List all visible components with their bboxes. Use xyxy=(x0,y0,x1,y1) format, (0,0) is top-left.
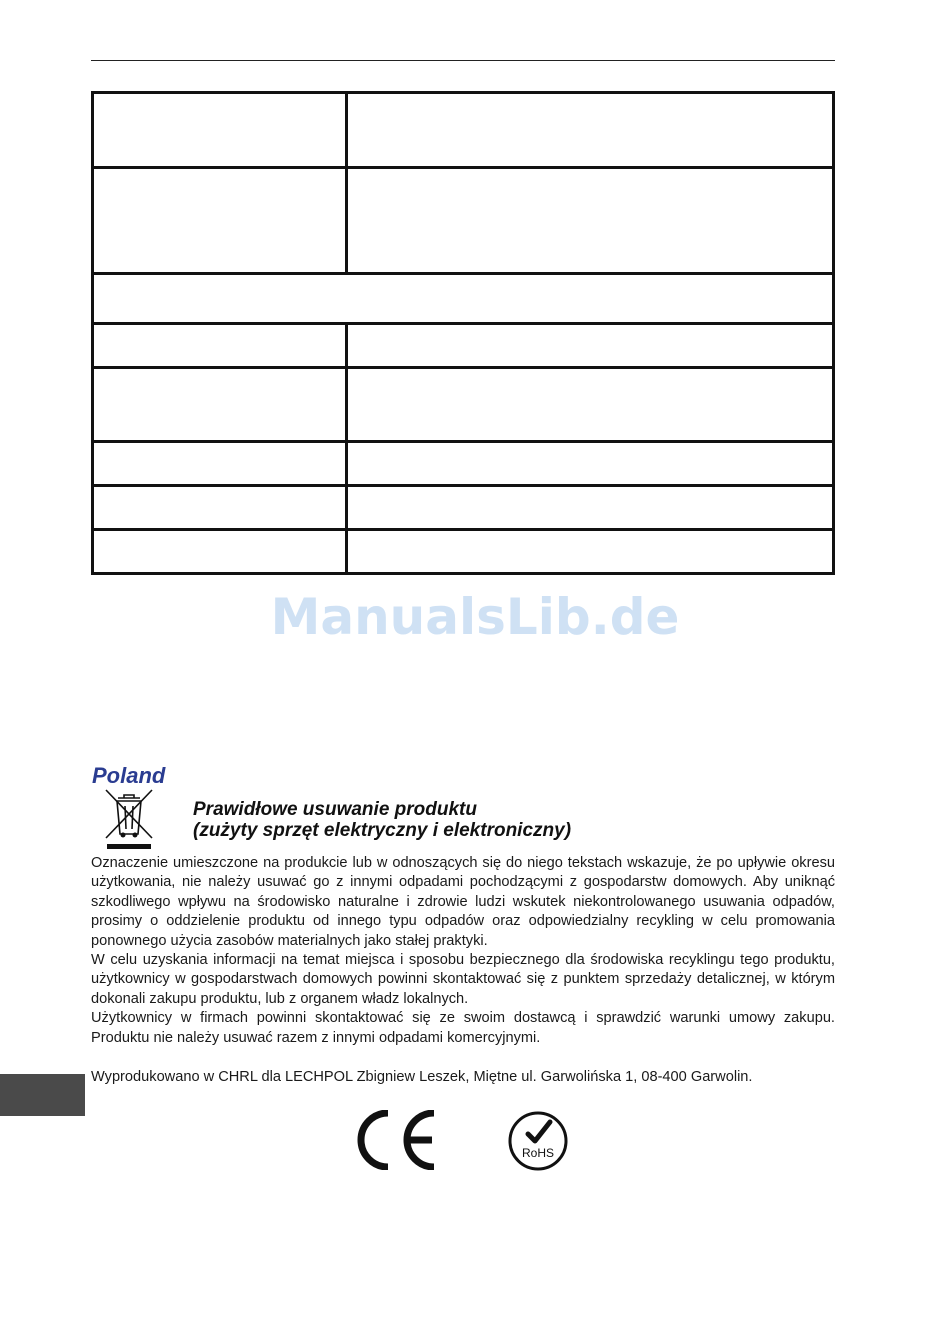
table-row xyxy=(93,93,834,168)
rohs-icon xyxy=(506,1110,570,1172)
top-rule xyxy=(91,60,835,61)
table-row xyxy=(93,486,834,530)
body-text xyxy=(91,854,835,1048)
table-cell xyxy=(347,442,834,486)
page-tab xyxy=(0,1074,85,1116)
crossed-bin-icon xyxy=(104,788,154,852)
paragraph: W celu uzyskania informacji na temat miejsca i sposobu bezpiecznego dla środowiska recyklingu tego produktu, użytkownicy w gospodarstwach domowych powinni skontaktować się z punktem sprzedaży detalicznej, w którym dokonali zakupu produktu, lub z organem władz lokalnych. xyxy=(91,952,835,1007)
table-cell xyxy=(93,324,347,368)
table-cell xyxy=(347,368,834,442)
table-cell xyxy=(347,93,834,168)
table-cell xyxy=(93,530,347,574)
table-row xyxy=(93,530,834,574)
producer-info: Wyprodukowano w CHRL dla LECHPOL Zbigniew Leszek, Miętne ul. Garwolińska 1, 08-400 Garwolin. xyxy=(91,1069,753,1085)
table-cell xyxy=(93,93,347,168)
country-title: Poland xyxy=(92,763,166,788)
table-cell xyxy=(93,442,347,486)
table-cell xyxy=(93,486,347,530)
section-heading xyxy=(193,799,571,841)
table-cell xyxy=(347,530,834,574)
table-row xyxy=(93,274,834,324)
ce-mark-icon xyxy=(354,1110,436,1170)
table-cell xyxy=(347,486,834,530)
table-cell xyxy=(347,324,834,368)
watermark: ManualsLib.de xyxy=(270,588,680,646)
table-cell xyxy=(93,168,347,274)
table-row xyxy=(93,168,834,274)
table-cell xyxy=(93,274,834,324)
rohs-label: RoHS xyxy=(521,1146,555,1160)
table-row xyxy=(93,368,834,442)
spec-table xyxy=(91,91,835,575)
paragraph: Oznaczenie umieszczone na produkcie lub w odnoszących się do niego tekstach wskazuje, że po upływie okresu użytkowania, nie należy usuwać go z innymi odpadami pochodzącymi z gospodarstw domowych. Aby uniknąć szkodliwego wpływu na środowisko naturalne i zdrowie ludzi wskutek niekontrolowanego usuwania odpadów, prosimy o oddzielenie produktu od innego typu odpadów oraz odpowiedzialny recykling w celu promowania ponownego użycia zasobów materialnych jako stałej praktyki. xyxy=(91,855,835,949)
heading-line-1: Prawidłowe usuwanie produktu xyxy=(193,799,477,820)
paragraph: Użytkownicy w firmach powinni skontaktować się ze swoim dostawcą i sprawdzić warunki umowy zakupu. Produktu nie należy usuwać razem z innymi odpadami komercyjnymi. xyxy=(91,1010,835,1046)
table-row xyxy=(93,442,834,486)
heading-line-2: (zużyty sprzęt elektryczny i elektroniczny) xyxy=(193,820,572,841)
table-cell xyxy=(347,168,834,274)
table-cell xyxy=(93,368,347,442)
table-row xyxy=(93,324,834,368)
